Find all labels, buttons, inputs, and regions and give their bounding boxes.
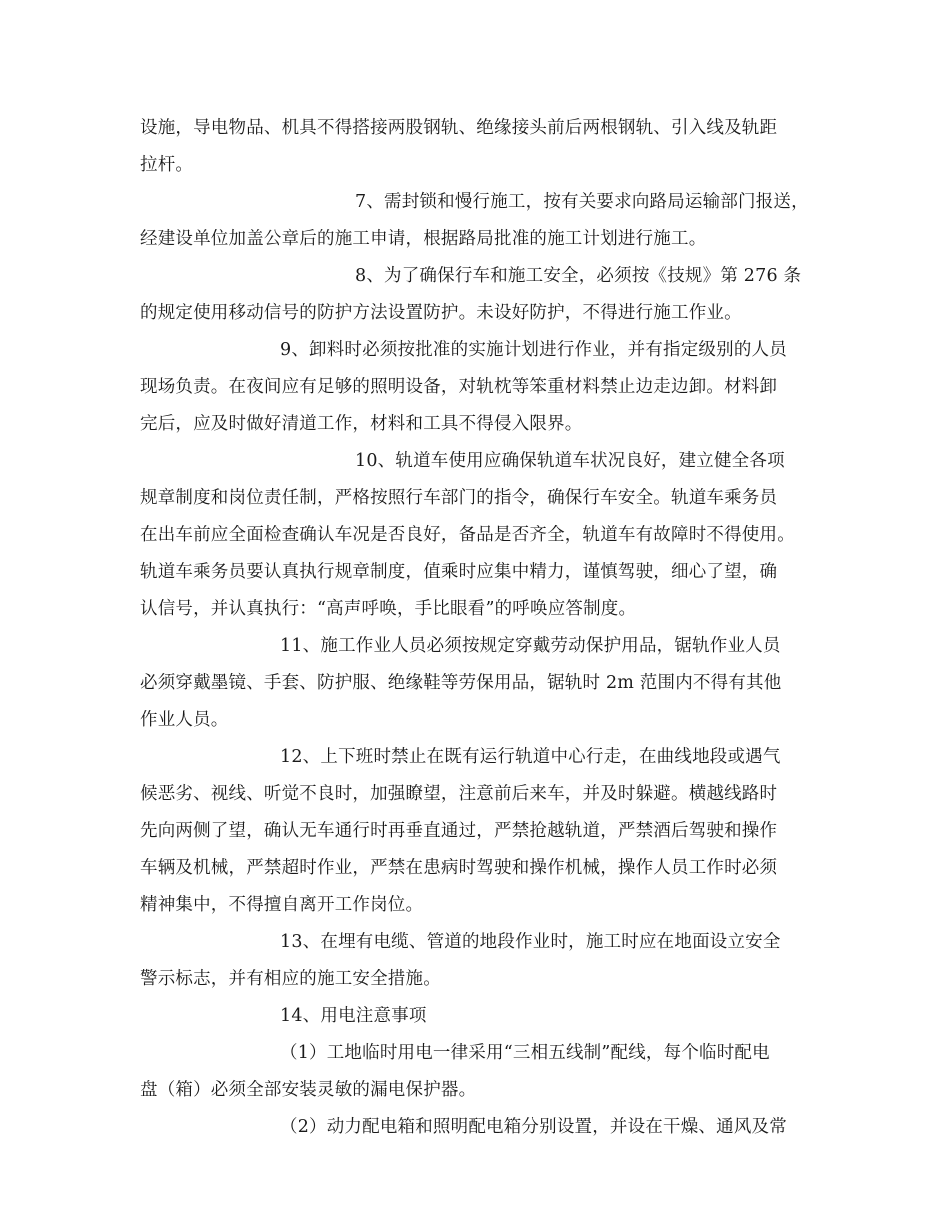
text-line: 完后，应及时做好清道工作，材料和工具不得侵入限界。 xyxy=(140,414,583,434)
text-line: 8、为了确保行车和施工安全，必须按《技规》第 276 条 xyxy=(355,266,802,286)
text-line: 警示标志，并有相应的施工安全措施。 xyxy=(140,969,441,989)
text-line: 必须穿戴墨镜、手套、防护服、绝缘鞋等劳保用品，锯轨时 2m 范围内不得有其他 xyxy=(140,673,782,693)
text-line: 车辆及机械，严禁超时作业，严禁在患病时驾驶和操作机械，操作人员工作时必须 xyxy=(140,858,778,878)
text-line: （1）工地临时用电一律采用“三相五线制”配线，每个临时配电 xyxy=(280,1043,770,1063)
text-line: 的规定使用移动信号的防护方法设置防护。未设好防护，不得进行施工作业。 xyxy=(140,303,742,323)
text-line: 14、用电注意事项 xyxy=(280,1006,427,1026)
text-line: 设施，导电物品、机具不得搭接两股钢轨、绝缘接头前后两根钢轨、引入线及轨距 xyxy=(140,118,778,138)
text-line: 候恶劣、视线、听觉不良时，加强瞭望，注意前后来车，并及时躲避。横越线路时 xyxy=(140,784,778,804)
text-line: 12、上下班时禁止在既有运行轨道中心行走，在曲线地段或遇气 xyxy=(280,747,781,767)
text-line: 精神集中，不得擅自离开工作岗位。 xyxy=(140,895,424,915)
text-line: 拉杆。 xyxy=(140,155,194,175)
text-line: 规章制度和岗位责任制，严格按照行车部门的指令，确保行车安全。轨道车乘务员 xyxy=(140,488,778,508)
text-line: 轨道车乘务员要认真执行规章制度，值乘时应集中精力，谨慎驾驶，细心了望，确 xyxy=(140,562,778,582)
text-line: 13、在埋有电缆、管道的地段作业时，施工时应在地面设立安全 xyxy=(280,932,781,952)
text-line: 7、需封锁和慢行施工，按有关要求向路局运输部门报送， xyxy=(355,192,809,212)
text-line: 10、轨道车使用应确保轨道车状况良好，建立健全各项 xyxy=(355,451,785,471)
text-line: 作业人员。 xyxy=(140,710,229,730)
text-line: 先向两侧了望，确认无车通行时再垂直通过，严禁抢越轨道，严禁酒后驾驶和操作 xyxy=(140,821,778,841)
text-line: 11、施工作业人员必须按规定穿戴劳动保护用品，锯轨作业人员 xyxy=(280,636,781,656)
text-line: 认信号，并认真执行：“高声呼唤，手比眼看”的呼唤应答制度。 xyxy=(140,599,637,619)
text-line: 现场负责。在夜间应有足够的照明设备，对轨枕等笨重材料禁止边走边卸。材料卸 xyxy=(140,377,778,397)
text-line: 经建设单位加盖公章后的施工申请，根据路局批准的施工计划进行施工。 xyxy=(140,229,707,249)
text-line: 9、卸料时必须按批准的实施计划进行作业，并有指定级别的人员 xyxy=(280,340,787,360)
text-line: 在出车前应全面检查确认车况是否良好，备品是否齐全，轨道车有故障时不得使用。 xyxy=(140,525,795,545)
text-line: （2）动力配电箱和照明配电箱分别设置，并设在干燥、通风及常 xyxy=(280,1117,787,1137)
text-line: 盘（箱）必须全部安装灵敏的漏电保护器。 xyxy=(140,1080,477,1100)
